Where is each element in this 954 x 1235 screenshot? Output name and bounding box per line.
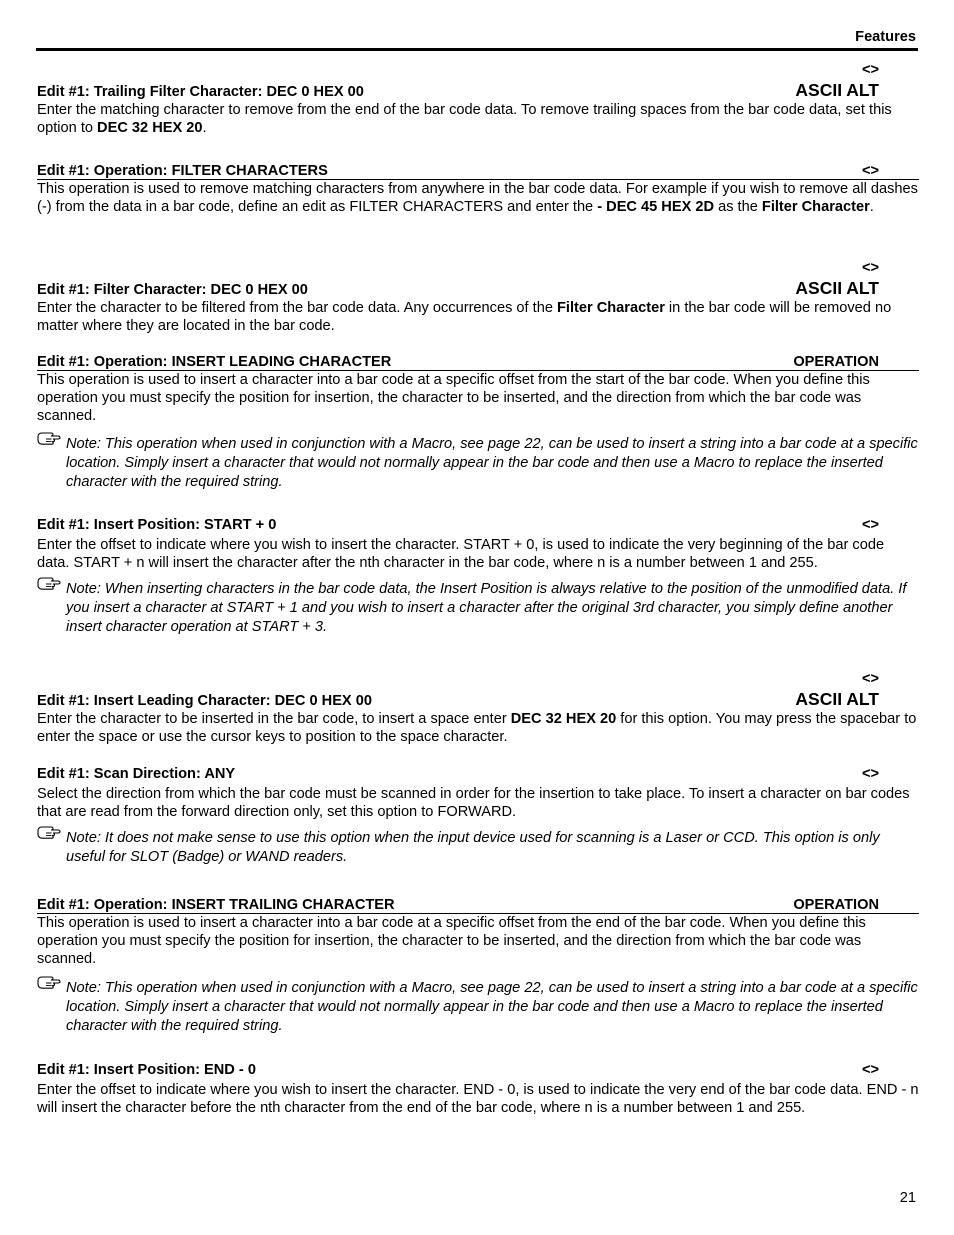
section-trailing-filter-character <box>37 60 919 140</box>
page-number: 21 <box>899 1190 916 1206</box>
section-insert-leading-char-value <box>37 671 919 766</box>
section-scan-direction <box>37 766 919 894</box>
section-filter-character <box>37 236 919 333</box>
note <box>37 435 919 492</box>
section-insert-leading-character <box>37 333 919 507</box>
operation-mode: OPERATION <box>793 897 879 913</box>
option-description: Enter the character to be filtered from the bar code data. Any occurrences of the Filter Character in the bar code will be removed no matter where they are located in the bar code. <box>37 300 892 334</box>
option-keys: <> <box>861 62 879 78</box>
option-mode: ASCII ALT <box>795 689 879 709</box>
operation-mode: OPERATION <box>793 354 879 370</box>
option-label: Edit #1: Filter Character: DEC 0 HEX 00 <box>37 282 308 298</box>
note <box>37 580 919 637</box>
note-text: Note: This operation when used in conjunction with a Macro, see page 22, can be used to insert a string into a bar code at a specific location. Simply insert a character that would not normally appear in the bar code and then use a Macro to replace the inserted character with the required string. <box>66 436 918 490</box>
option-description: Enter the matching character to remove from the end of the bar code data. To remove trailing spaces from the bar code data, set this option to DEC 32 HEX 20. <box>37 102 892 136</box>
option-description: Enter the offset to indicate where you wish to insert the character. END - 0, is used to indicate the very end of the bar code data. END - n will insert the character before the nth character from the end of the bar code, where n is a number between 1 and 255. <box>37 1082 919 1116</box>
option-label: Edit #1: Scan Direction: ANY <box>37 766 236 782</box>
section-insert-position-end <box>37 1062 919 1142</box>
note <box>37 829 919 867</box>
pointing-hand-icon <box>37 825 61 839</box>
option-label: Edit #1: Trailing Filter Character: DEC 0 HEX 00 <box>37 84 364 100</box>
note-text: Note: When inserting characters in the bar code data, the Insert Position is always relative to the position of the unmodified data. If you insert a character at START + 1 and you wish to insert a character after the original 3rd character, you simply define another insert character operation at START + 3. <box>66 581 907 635</box>
option-mode: ASCII ALT <box>795 278 879 298</box>
section-insert-trailing-character <box>37 894 919 1062</box>
page-content <box>37 60 919 1142</box>
operation-label: Edit #1: Operation: INSERT LEADING CHARACTER <box>37 354 392 370</box>
header-title: Features <box>855 29 916 45</box>
option-description: Enter the offset to indicate where you wish to insert the character. START + 0, is used to indicate the very beginning of the bar code data. START + n will insert the character after the nth character in the bar code, where n is a number between 1 and 255. <box>37 537 885 571</box>
option-keys: <> <box>861 671 879 687</box>
operation-description: This operation is used to insert a character into a bar code at a specific offset from the start of the bar code. When you define this operation you must specify the position for insertion, the character to be inserted, and the direction from which the bar code was scanned. <box>37 372 870 424</box>
note <box>37 979 919 1036</box>
option-label: Edit #1: Insert Position: START + 0 <box>37 517 277 533</box>
pointing-hand-icon <box>37 431 61 445</box>
operation-description: This operation is used to remove matching characters from anywhere in the bar code data. For example if you wish to remove all dashes (-) from the data in a bar code, define an edit as FILTER CHARACTERS and enter the - DEC 45 HEX 2D as the Filter Character. <box>37 181 918 215</box>
operation-description: This operation is used to insert a character into a bar code at a specific offset from the end of the bar code. When you define this operation you must specify the position for insertion, the character to be inserted, and the direction from which the bar code was scanned. <box>37 915 866 967</box>
note-text: Note: It does not make sense to use this option when the input device used for scanning is a Laser or CCD. This option is only useful for SLOT (Badge) or WAND readers. <box>66 830 880 865</box>
option-keys: <> <box>861 1062 879 1078</box>
pointing-hand-icon <box>37 576 61 590</box>
option-label: Edit #1: Insert Leading Character: DEC 0 HEX 00 <box>37 693 372 709</box>
section-filter-characters <box>37 140 919 236</box>
section-insert-position-start <box>37 507 919 671</box>
option-keys: <> <box>861 260 879 276</box>
option-label: Edit #1: Insert Position: END - 0 <box>37 1062 256 1078</box>
option-keys: <> <box>861 163 879 179</box>
note-text: Note: This operation when used in conjunction with a Macro, see page 22, can be used to insert a string into a bar code at a specific location. Simply insert a character that would not normally appear in the bar code and then use a Macro to replace the inserted character with the required string. <box>66 980 918 1034</box>
option-keys: <> <box>861 766 879 782</box>
option-description: Select the direction from which the bar code must be scanned in order for the insertion to take place. To insert a character on bar codes that are read from the forward direction only, set this option to FORWARD. <box>37 786 910 820</box>
option-keys: <> <box>861 517 879 533</box>
option-description: Enter the character to be inserted in the bar code, to insert a space enter DEC 32 HEX 20 for this option. You may press the spacebar to enter the space or use the cursor keys to position to the space character. <box>37 711 917 745</box>
operation-label: Edit #1: Operation: INSERT TRAILING CHARACTER <box>37 897 395 913</box>
option-mode: ASCII ALT <box>795 80 879 100</box>
page-header <box>36 28 918 51</box>
pointing-hand-icon <box>37 975 61 989</box>
operation-label: Edit #1: Operation: FILTER CHARACTERS <box>37 163 328 179</box>
